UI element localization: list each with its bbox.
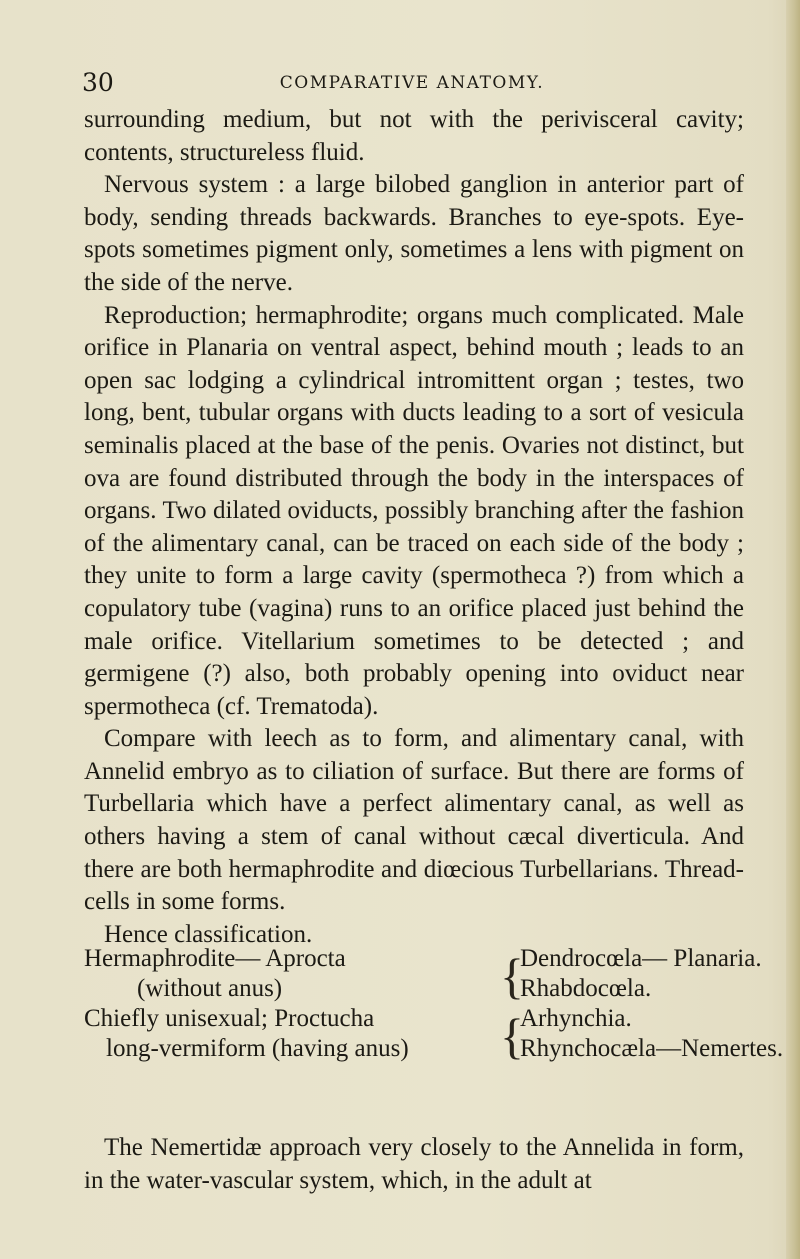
paragraph: Compare with leech as to form, and alimentary canal, with Annelid embryo as to ciliation of surface. But there are forms of Turbellaria which have a perfect alimentary canal, as well as others having a stem of canal without cæcal diverticula. And there are both hermaphrodite and diœcious Turbellarians. Thread-cells in some forms. [84,725,744,916]
body-text [84,104,744,951]
class-row2-right-a: Arhynchia. [520,1005,632,1032]
page-edge [786,0,800,1259]
closing-text [84,1132,744,1197]
brace-icon: { [500,1008,524,1064]
page-header [82,68,742,102]
classification-table [84,945,784,1075]
class-row2-right-b: Rhynchocæla—Nemertes. [520,1035,784,1062]
class-row2-left: Chiefly unisexual; Proctucha [84,1005,375,1032]
paragraph: The Nemertidæ approach very closely to the Annelida in form, in the water-vascular system, which, in the adult at [84,1134,744,1194]
running-title: COMPARATIVE ANATOMY. [279,73,545,93]
page-number: 30 [82,68,114,97]
paragraph: Nervous system : a large bilobed ganglion in anterior part of body, sending threads backwards. Branches to eye-spots. Eye-spots sometimes pigment only, sometimes a lens with pigment on the side of the nerve. [84,171,744,296]
class-row1-right-a: Dendrocœla— Planaria. [520,945,762,972]
class-row1-left: Hermaphrodite— Aprocta [84,945,346,972]
paragraph: Reproduction; hermaphrodite; organs much complicated. Male orifice in Planaria on ventral aspect, behind mouth ; leads to an open sac lodging a cylindrical intromittent organ ; testes, two long, bent, tubular organs with ducts leading to a sort of vesicula seminalis placed at the base of the penis. Ovaries not distinct, but ova are found distributed through the body in the interspaces of organs. Two dilated oviducts, possibly branching after the fashion of the alimentary canal, can be traced on each side of the body ; they unite to form a large cavity (spermotheca ?) from which a copulatory tube (vagina) runs to an orifice placed just behind the male orifice. Vitellarium sometimes to be detected ; and germigene (?) also, both probably opening into oviduct near spermotheca (cf. Trematoda). [84,301,744,720]
class-row2-left-sub: long-vermiform (having anus) [106,1035,409,1062]
class-row1-right-b: Rhabdocœla. [520,975,652,1002]
brace-icon: { [500,948,524,1004]
class-row1-left-sub: (without anus) [137,975,283,1002]
paragraph: Hence classification. [104,920,313,948]
paragraph: surrounding medium, but not with the perivisceral cavity; contents, structureless fluid. [84,106,744,166]
